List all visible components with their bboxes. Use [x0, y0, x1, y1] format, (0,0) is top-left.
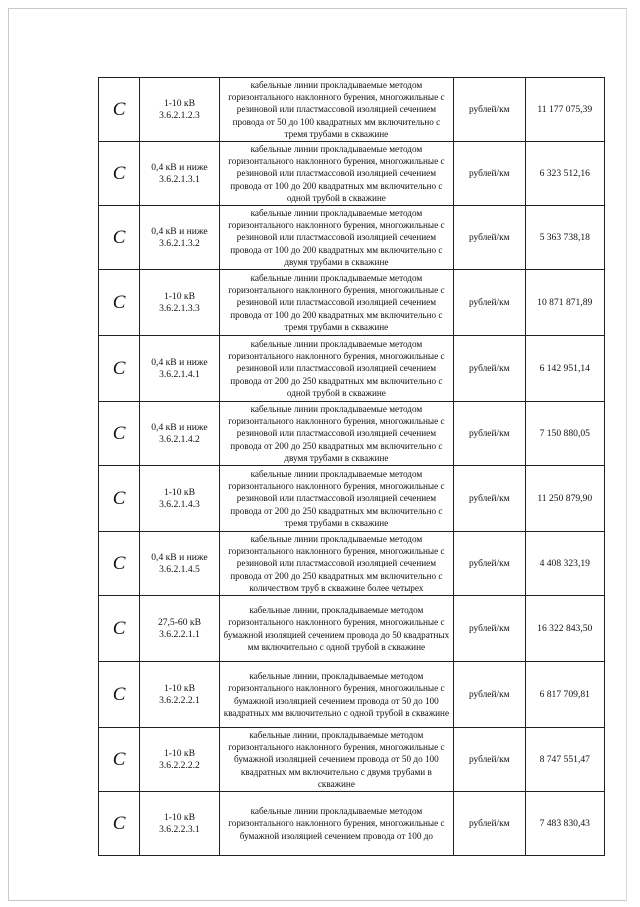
table-row	[99, 336, 605, 402]
voltage-class: 0,4 кВ и ниже	[151, 225, 208, 237]
voltage-code-cell	[140, 728, 219, 792]
rate-code: 3.6.2.1.3.3	[159, 302, 200, 314]
unit-of-measure: рублей/км	[454, 466, 525, 532]
category-letter: C	[99, 402, 140, 466]
table-row	[99, 402, 605, 466]
rate-code: 3.6.2.1.4.3	[159, 498, 200, 510]
line-description: кабельные линии прокладываемые методом горизонтального наклонного бурения, многожильные с резиновой или пластмассовой изоляцией сечением провода от 100 до 200 квадратных мм включительно с тремя трубами в скважине	[219, 270, 453, 336]
voltage-class: 0,4 кВ и ниже	[151, 356, 208, 368]
line-description: кабельные линии прокладываемые методом горизонтального наклонного бурения, многожильные с бумажной изоляцией сечением провода от 100 до	[219, 792, 453, 856]
line-description: кабельные линии прокладываемые методом горизонтального наклонного бурения, многожильные с резиновой или пластмассовой изоляцией сечением провода от 50 до 100 квадратных мм включительно с тремя трубами в скважине	[219, 78, 453, 142]
table-row	[99, 270, 605, 336]
rate-code: 3.6.2.1.3.2	[159, 237, 200, 249]
category-letter: C	[99, 336, 140, 402]
rate-value: 10 871 871,89	[525, 270, 605, 336]
table-row	[99, 596, 605, 662]
voltage-code-cell	[140, 662, 219, 728]
category-letter: C	[99, 662, 140, 728]
line-description: кабельные линии прокладываемые методом горизонтального наклонного бурения, многожильные с резиновой или пластмассовой изоляцией сечением провода от 100 до 200 квадратных мм включительно с одной трубой в скважине	[219, 142, 453, 206]
category-letter: C	[99, 206, 140, 270]
rate-value: 4 408 323,19	[525, 532, 605, 596]
line-description: кабельные линии, прокладываемые методом горизонтального наклонного бурения, многожильные с бумажной изоляцией сечением провода до 50 квадратных мм включительно с одной трубой в скважине	[219, 596, 453, 662]
unit-of-measure: рублей/км	[454, 792, 525, 856]
rate-value: 7 150 880,05	[525, 402, 605, 466]
rates-table	[98, 77, 605, 856]
category-letter: C	[99, 596, 140, 662]
rate-value: 11 250 879,90	[525, 466, 605, 532]
voltage-code-cell	[140, 206, 219, 270]
rate-value: 5 363 738,18	[525, 206, 605, 270]
line-description: кабельные линии прокладываемые методом горизонтального наклонного бурения, многожильные с резиновой или пластмассовой изоляцией сечением провода от 200 до 250 квадратных мм включительно с двумя трубами в скважине	[219, 402, 453, 466]
rate-code: 3.6.2.1.3.1	[159, 173, 200, 185]
voltage-code-cell	[140, 78, 219, 142]
rate-value: 6 323 512,16	[525, 142, 605, 206]
rate-value: 8 747 551,47	[525, 728, 605, 792]
voltage-class: 0,4 кВ и ниже	[151, 421, 208, 433]
category-letter: C	[99, 78, 140, 142]
rate-value: 11 177 075,39	[525, 78, 605, 142]
table-row	[99, 78, 605, 142]
rate-value: 6 817 709,81	[525, 662, 605, 728]
rate-value: 6 142 951,14	[525, 336, 605, 402]
table-row	[99, 792, 605, 856]
unit-of-measure: рублей/км	[454, 78, 525, 142]
unit-of-measure: рублей/км	[454, 662, 525, 728]
voltage-class: 0,4 кВ и ниже	[151, 161, 208, 173]
category-letter: C	[99, 532, 140, 596]
rate-code: 3.6.2.2.1.1	[159, 628, 200, 640]
rate-value: 7 483 830,43	[525, 792, 605, 856]
voltage-code-cell	[140, 402, 219, 466]
unit-of-measure: рублей/км	[454, 270, 525, 336]
voltage-code-cell	[140, 792, 219, 856]
rate-code: 3.6.2.2.2.1	[159, 694, 200, 706]
voltage-code-cell	[140, 336, 219, 402]
voltage-class: 1-10 кВ	[163, 290, 195, 302]
voltage-class: 0,4 кВ и ниже	[151, 551, 208, 563]
line-description: кабельные линии прокладываемые методом горизонтального наклонного бурения, многожильные с резиновой или пластмассовой изоляцией сечением провода от 200 до 250 квадратных мм включительно с количеством труб в скважине более четырех	[219, 532, 453, 596]
rate-code: 3.6.2.2.2.2	[159, 759, 200, 771]
table-row	[99, 662, 605, 728]
line-description: кабельные линии прокладываемые методом горизонтального наклонного бурения, многожильные с резиновой или пластмассовой изоляцией сечением провода от 100 до 200 квадратных мм включительно с двумя трубами в скважине	[219, 206, 453, 270]
unit-of-measure: рублей/км	[454, 336, 525, 402]
voltage-class: 1-10 кВ	[163, 97, 195, 109]
table-row	[99, 728, 605, 792]
voltage-class: 1-10 кВ	[163, 682, 195, 694]
voltage-class: 27,5-60 кВ	[157, 616, 201, 628]
rate-code: 3.6.2.1.4.1	[159, 368, 200, 380]
category-letter: C	[99, 270, 140, 336]
table-row	[99, 142, 605, 206]
unit-of-measure: рублей/км	[454, 728, 525, 792]
category-letter: C	[99, 466, 140, 532]
line-description: кабельные линии прокладываемые методом горизонтального наклонного бурения, многожильные с резиновой или пластмассовой изоляцией сечением провода от 200 до 250 квадратных мм включительно с тремя трубами в скважине	[219, 466, 453, 532]
voltage-class: 1-10 кВ	[163, 747, 195, 759]
voltage-class: 1-10 кВ	[163, 811, 195, 823]
voltage-code-cell	[140, 596, 219, 662]
rate-code: 3.6.2.2.3.1	[159, 823, 200, 835]
unit-of-measure: рублей/км	[454, 596, 525, 662]
rate-code: 3.6.2.1.4.5	[159, 563, 200, 575]
rate-code: 3.6.2.1.4.2	[159, 433, 200, 445]
table-row	[99, 532, 605, 596]
voltage-code-cell	[140, 532, 219, 596]
unit-of-measure: рублей/км	[454, 402, 525, 466]
table-row	[99, 466, 605, 532]
rate-value: 16 322 843,50	[525, 596, 605, 662]
unit-of-measure: рублей/км	[454, 142, 525, 206]
category-letter: C	[99, 142, 140, 206]
voltage-code-cell	[140, 466, 219, 532]
rate-code: 3.6.2.1.2.3	[159, 109, 200, 121]
rates-table-body	[99, 78, 605, 856]
line-description: кабельные линии, прокладываемые методом горизонтального наклонного бурения, многожильные с бумажной изоляцией сечением провода от 50 до 100 квадратных мм включительно с двумя трубами в скважине	[219, 728, 453, 792]
table-row	[99, 206, 605, 270]
line-description: кабельные линии прокладываемые методом горизонтального наклонного бурения, многожильные с резиновой или пластмассовой изоляцией сечением провода от 200 до 250 квадратных мм включительно с одной трубой в скважине	[219, 336, 453, 402]
category-letter: C	[99, 728, 140, 792]
unit-of-measure: рублей/км	[454, 532, 525, 596]
unit-of-measure: рублей/км	[454, 206, 525, 270]
category-letter: C	[99, 792, 140, 856]
voltage-code-cell	[140, 270, 219, 336]
voltage-code-cell	[140, 142, 219, 206]
voltage-class: 1-10 кВ	[163, 486, 195, 498]
line-description: кабельные линии, прокладываемые методом горизонтального наклонного бурения, многожильные с бумажной изоляцией сечением провода от 50 до 100 квадратных мм включительно с одной трубой в скважине	[219, 662, 453, 728]
